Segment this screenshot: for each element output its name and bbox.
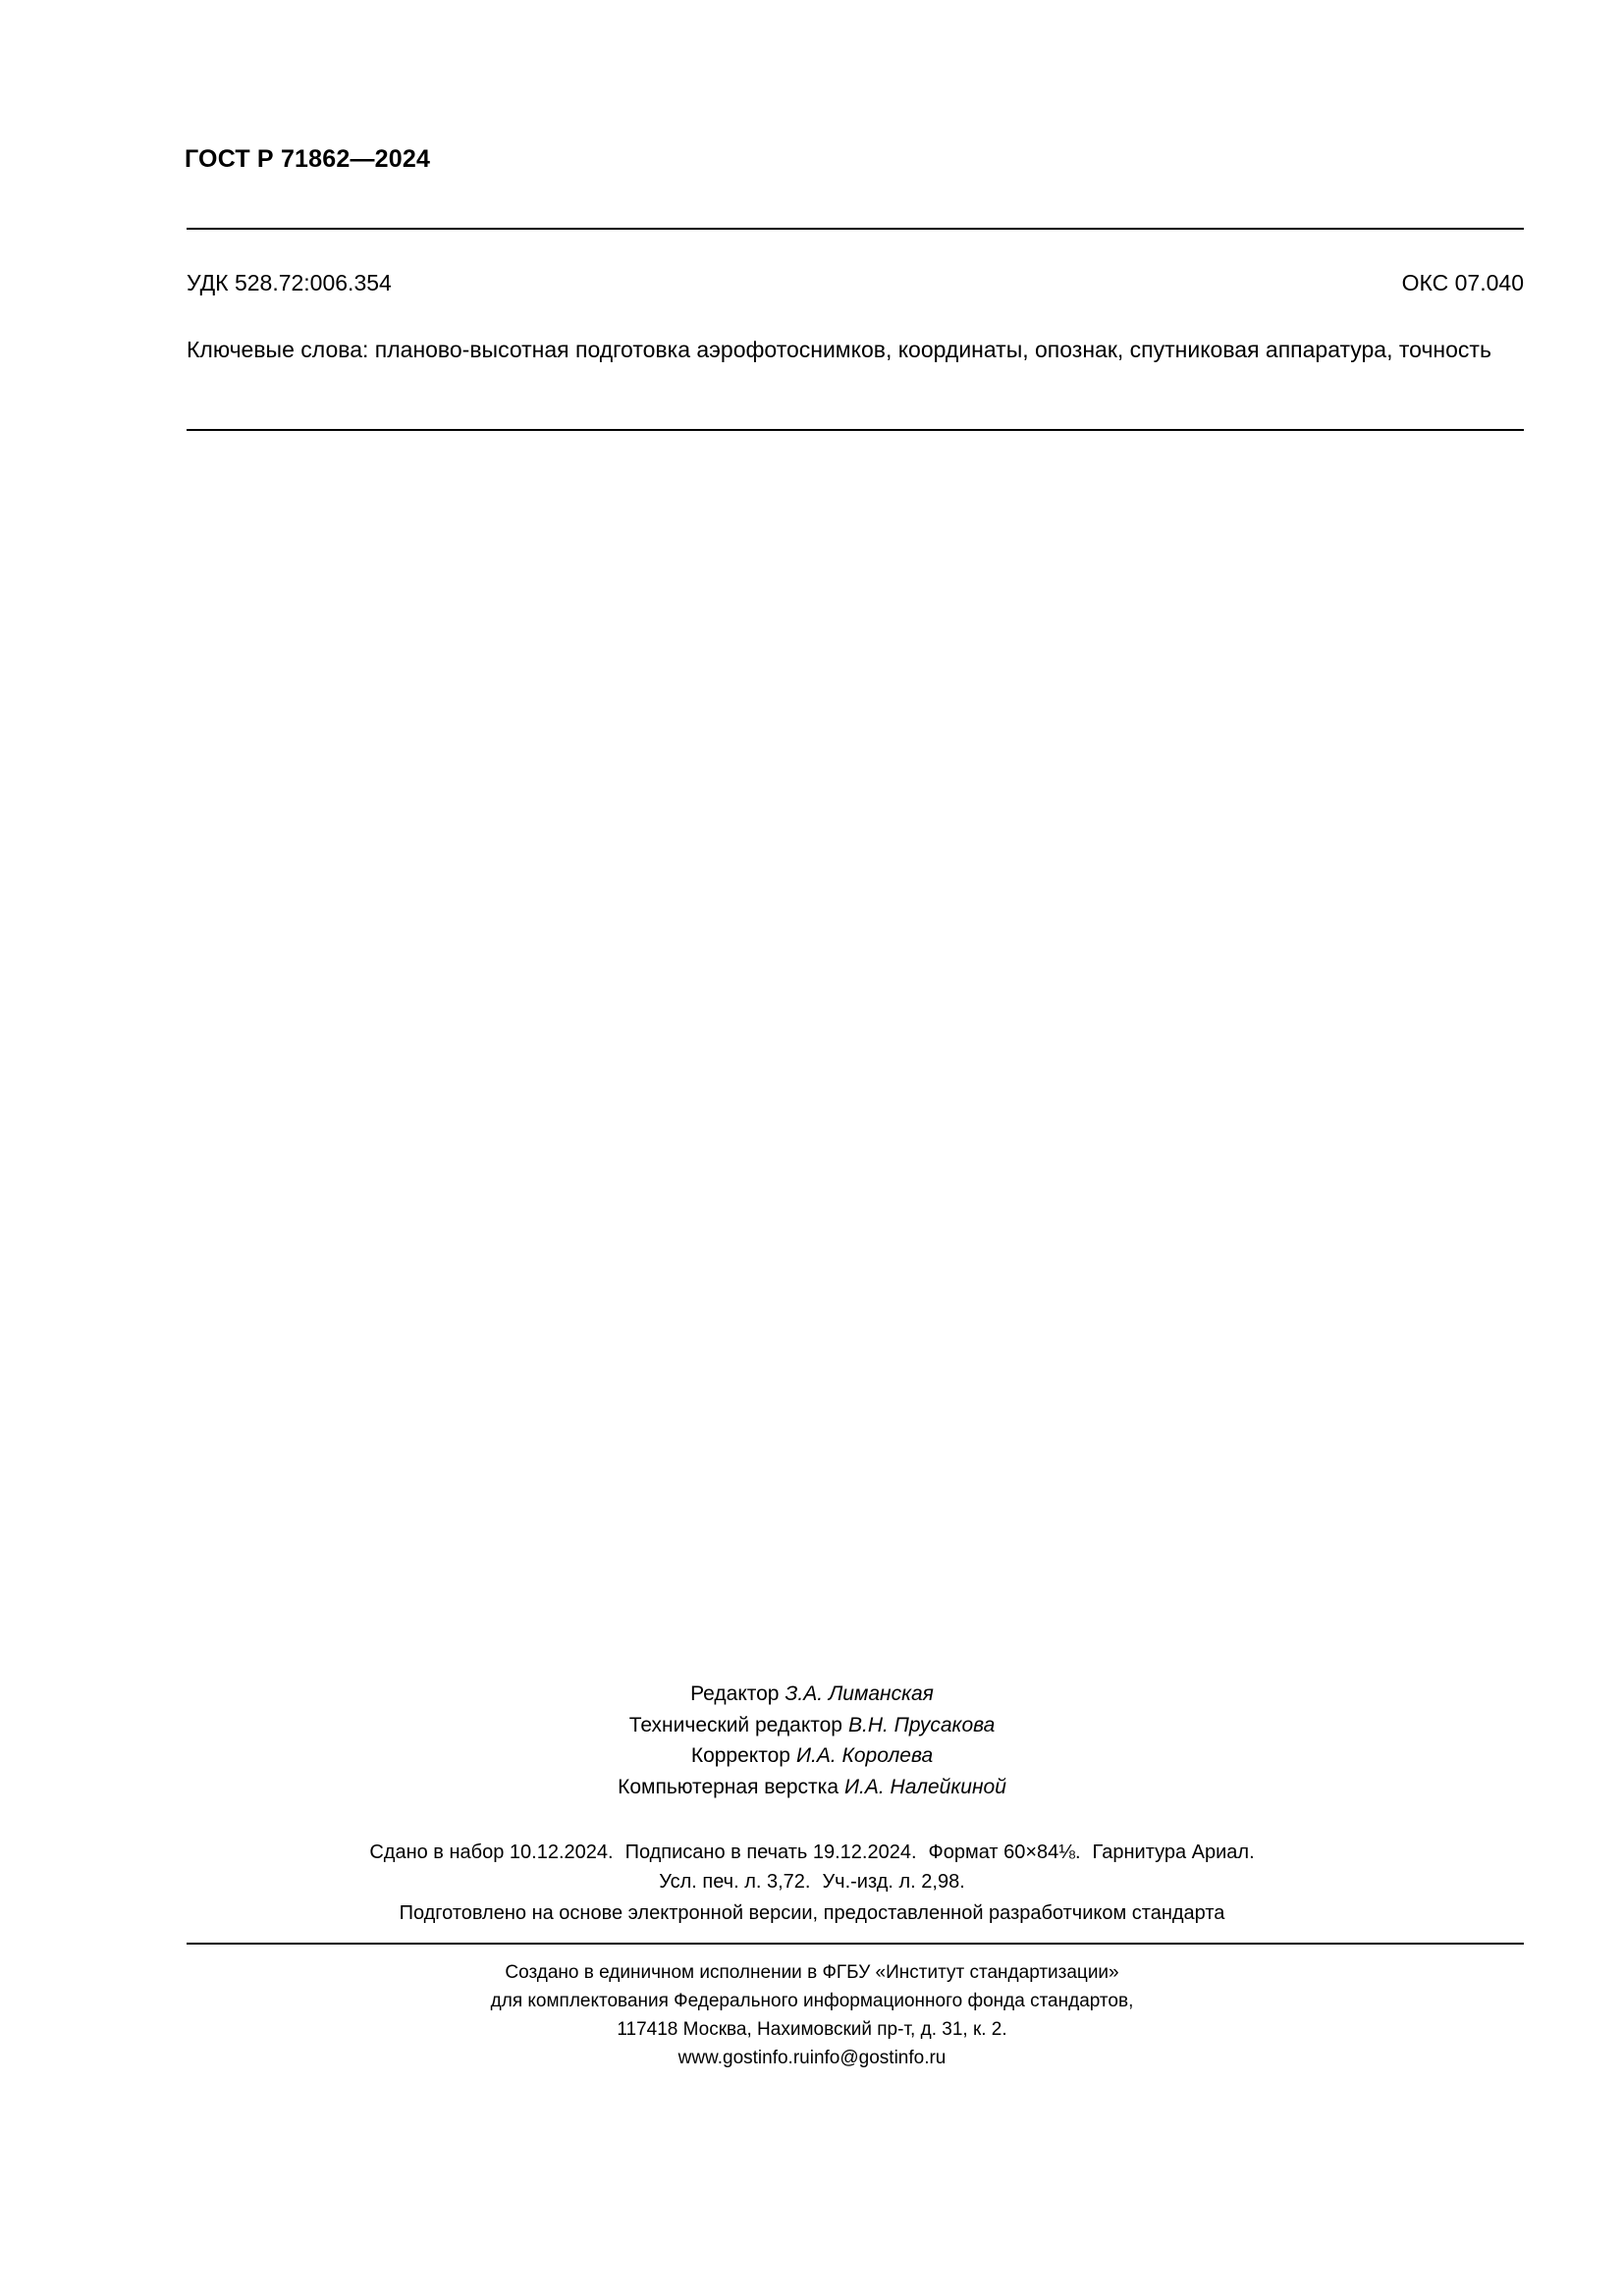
footer-line-2: для комплектования Федерального информационного фонда стандартов, <box>490 1990 1134 2011</box>
document-number: ГОСТ Р 71862—2024 <box>185 145 431 173</box>
credit-row-corrector <box>0 1740 1624 1772</box>
credit-person-corrector: И.А. Королева <box>795 1744 934 1767</box>
credits-block <box>0 1679 1624 1802</box>
credit-role-corrector: Корректор <box>690 1744 790 1767</box>
credit-role-technical-editor: Технический редактор <box>628 1713 842 1736</box>
credit-role-editor: Редактор <box>690 1682 780 1705</box>
footer-email-link[interactable]: info@gostinfo.ru <box>809 2047 947 2068</box>
credit-row-editor <box>0 1679 1624 1710</box>
print-info-publishing-sheets: Уч.-изд. л. 2,98. <box>822 1871 965 1893</box>
footer-block <box>0 1959 1624 2073</box>
print-info-line-1 <box>0 1838 1624 1867</box>
print-info-sheets: Усл. печ. л. 3,72. <box>659 1871 811 1893</box>
credit-role-layout: Компьютерная верстка <box>618 1775 839 1798</box>
divider-below-keywords <box>187 429 1524 431</box>
print-info-format: Формат 60×84⅛. <box>928 1842 1081 1863</box>
footer-line-3: 117418 Москва, Нахимовский пр-т, д. 31, к. 2. <box>617 2018 1007 2040</box>
keywords-paragraph: Ключевые слова: планово-высотная подготовка аэрофотоснимков, координаты, опознак, спутниковая аппаратура, точность <box>187 337 1491 362</box>
divider-top <box>187 228 1524 230</box>
print-info-block <box>0 1838 1624 1896</box>
print-info-typeface: Гарнитура Ариал. <box>1092 1842 1255 1863</box>
credit-person-layout: И.А. Налейкиной <box>844 1775 1006 1798</box>
print-info-typeset-date: Сдано в набор 10.12.2024. <box>369 1842 614 1863</box>
credit-row-technical-editor <box>0 1710 1624 1741</box>
credit-person-editor: З.А. Лиманская <box>785 1682 934 1705</box>
footer-website-link[interactable]: www.gostinfo.ru <box>677 2047 810 2068</box>
credit-row-layout <box>0 1772 1624 1803</box>
credit-person-technical-editor: В.Н. Прусакова <box>847 1713 996 1736</box>
footer-line-1: Создано в единичном исполнении в ФГБУ «Институт стандартизации» <box>505 1962 1119 1983</box>
prepared-note: Подготовлено на основе электронной версии, предоставленной разработчиком стандарта <box>399 1902 1225 1924</box>
footer-line-4 <box>0 2045 1624 2073</box>
udk-code: УДК 528.72:006.354 <box>187 270 392 295</box>
print-info-signed-date: Подписано в печать 19.12.2024. <box>624 1842 917 1863</box>
oks-code: ОКС 07.040 <box>1401 270 1524 295</box>
divider-footer <box>187 1943 1524 1945</box>
print-info-line-2 <box>0 1867 1624 1896</box>
